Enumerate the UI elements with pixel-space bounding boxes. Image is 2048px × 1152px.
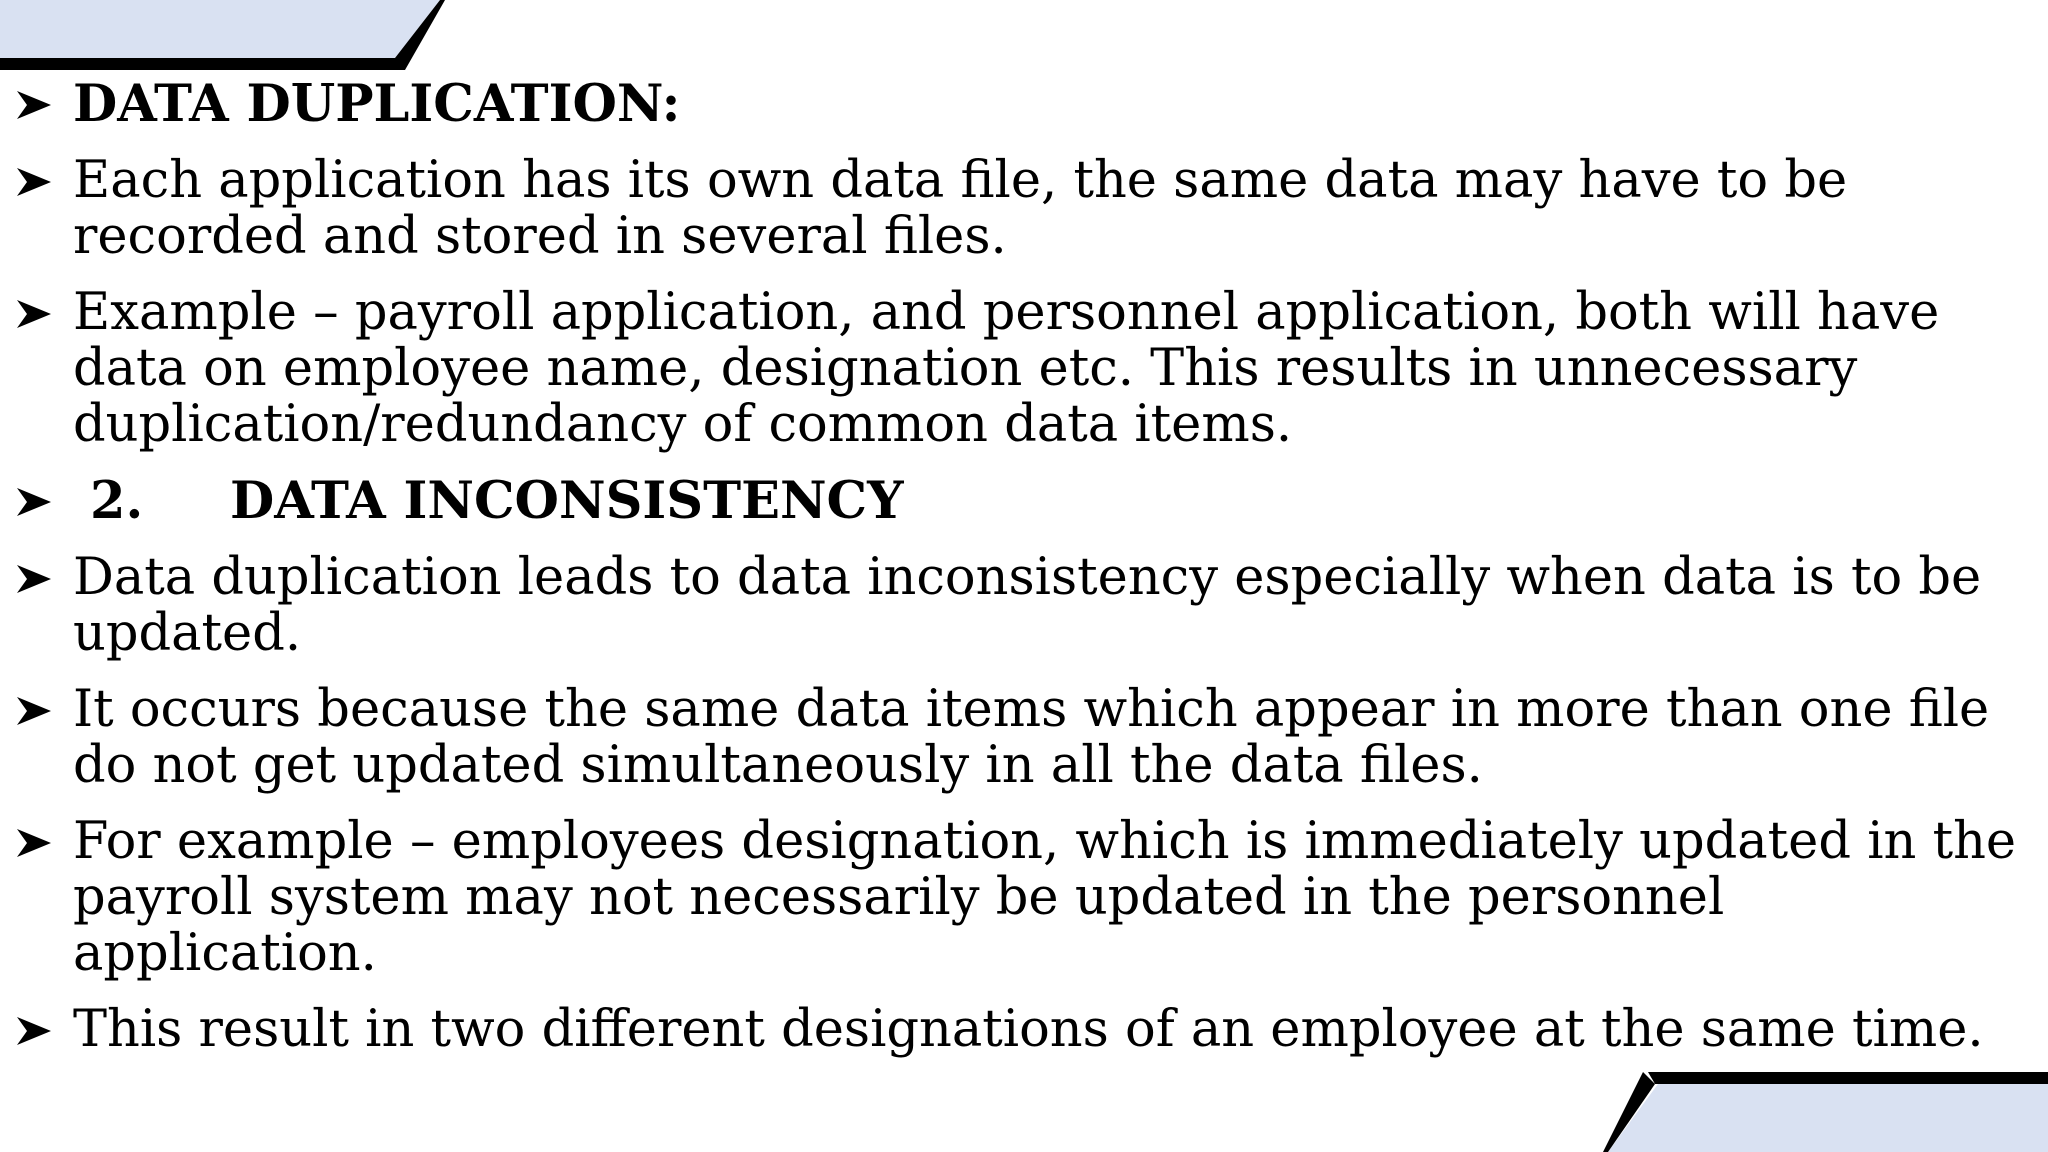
bullet-item-heading-data-duplication xyxy=(0,76,2048,133)
bullet-text: Example – payroll application, and personnel application, both will have data on employee name, designation etc. This results in unnecessary duplication/redundancy of common data items. xyxy=(73,283,1940,454)
arrowhead-bullet-icon xyxy=(15,482,55,522)
bullet-text: For example – employees designation, which is immediately updated in the payroll system may not necessarily be updated in the personnel application. xyxy=(73,812,2017,983)
bottom-right-corner-decoration xyxy=(1603,1072,2048,1152)
bullet-item-heading-data-inconsistency xyxy=(0,473,2048,530)
arrowhead-bullet-icon xyxy=(15,85,55,125)
section-title: DATA INCONSISTENCY xyxy=(230,471,904,531)
bullet-text: Data duplication leads to data inconsistency especially when data is to be updated. xyxy=(73,548,1982,663)
arrowhead-bullet-icon xyxy=(15,162,55,202)
bullet-item xyxy=(0,1002,2048,1058)
bullet-item xyxy=(0,285,2048,453)
bullet-item xyxy=(0,682,2048,794)
slide-content xyxy=(0,76,2048,1078)
bullet-text: Each application has its own data file, the same data may have to be recorded and stored in several files. xyxy=(73,151,1848,266)
arrowhead-bullet-icon xyxy=(15,294,55,334)
bullet-item xyxy=(0,153,2048,265)
arrowhead-bullet-icon xyxy=(15,1011,55,1051)
section-number: 2. xyxy=(90,471,144,531)
bullet-text: This result in two different designations of an employee at the same time. xyxy=(73,1000,1984,1059)
arrowhead-bullet-icon xyxy=(15,823,55,863)
arrowhead-bullet-icon xyxy=(15,559,55,599)
bullet-item xyxy=(0,550,2048,662)
bullet-text: It occurs because the same data items which appear in more than one file do not get updated simultaneously in all the data files. xyxy=(73,680,1990,795)
arrowhead-bullet-icon xyxy=(15,691,55,731)
bullet-text: DATA DUPLICATION: xyxy=(73,74,681,134)
top-left-corner-decoration xyxy=(0,0,445,72)
bullet-item xyxy=(0,814,2048,982)
